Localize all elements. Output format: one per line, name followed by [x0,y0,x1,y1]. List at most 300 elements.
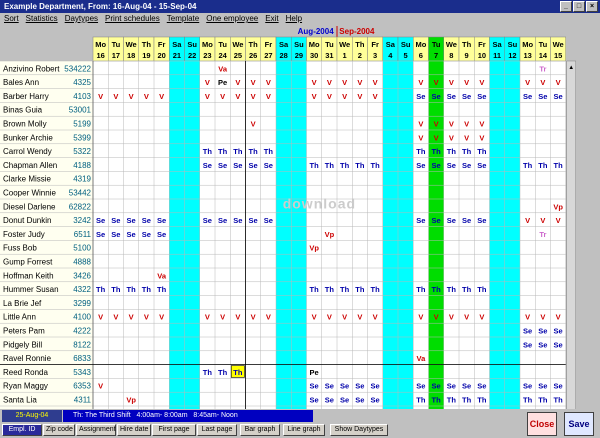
shift-code: Va [218,64,228,74]
menu-template[interactable]: Template [166,14,200,23]
day-column-shade [490,61,505,409]
day-header-dow: We [552,40,564,49]
shift-code: V [540,312,546,322]
day-header-dow: Su [187,40,197,49]
close-window-icon[interactable]: × [586,1,598,12]
day-column-shade [505,61,520,409]
shift-code: Se [553,381,563,391]
day-header-dow: Mo [522,40,534,49]
day-header-num: 30 [309,51,319,60]
shift-code: Th [218,147,228,157]
employee-name: Pidgely Bill [3,340,43,350]
employee-name: Cooper Winnie [3,188,56,198]
day-header-dow: We [339,40,351,49]
day-header-dow: Su [507,40,518,49]
menu-help[interactable]: Help [285,14,303,23]
day-header-dow: Fr [478,40,486,49]
shift-code: Va [416,354,426,364]
day-header-num: 29 [294,51,304,60]
shift-code: V [265,91,271,101]
sort-empl-id-button[interactable]: Empl. ID [2,424,42,436]
shift-code: Th [431,395,441,405]
shift-code: Se [355,395,365,405]
shift-code: Vp [324,229,335,239]
shift-code: Th [431,285,441,295]
sort-assignment-button[interactable]: Assignment [76,424,116,436]
shift-code: Vp [553,202,563,212]
shift-code: Th [553,160,563,170]
close-button[interactable]: Close [527,412,557,436]
employee-name: Ravel Ronnie [3,354,52,364]
day-column-shade [276,61,291,409]
shift-code: Tr [539,229,547,239]
shift-code: Th [477,147,487,157]
shift-code: Th [340,285,350,295]
shift-code: V [204,78,210,88]
shift-code: V [311,78,317,88]
shift-code: Se [233,160,243,170]
shift-code: Tr [539,64,547,74]
shift-code: Se [538,326,548,336]
shift-code: Se [416,381,426,391]
shift-code: Se [538,91,548,101]
day-header-num: 14 [538,51,548,60]
shift-code: V [159,91,165,101]
shift-code: Se [523,340,533,350]
shift-code: Th [538,395,548,405]
shift-code: Th [233,147,243,157]
day-header-num: 10 [477,51,487,60]
day-header-dow: Mo [415,40,427,49]
day-header-dow: Tu [325,40,334,49]
employee-name: Barber Harry [3,91,49,101]
employee-id: 5322 [73,147,91,157]
day-header-num: 27 [264,51,273,60]
day-column-shade [383,61,398,409]
shift-code: Se [477,91,487,101]
employee-id: 4325 [73,78,91,88]
employee-name: Anzivino Robert [3,64,60,74]
day-header-dow: Fr [264,40,273,49]
employee-name: Peters Pam [3,326,45,336]
shift-code: Va [157,271,167,281]
day-header-num: 19 [142,51,151,60]
day-column-shade [429,61,444,409]
shift-code: V [204,312,210,322]
shift-code: Se [218,160,228,170]
employee-id: 62822 [68,202,91,212]
day-header-num: 8 [449,51,454,60]
employee-id: 4319 [73,174,91,184]
employee-name: Ryan Maggy [3,381,48,391]
watermark-logo: download [282,195,357,212]
menu-print-schedules[interactable]: Print schedules [105,14,160,23]
shift-code: V [525,78,531,88]
day-header-num: 26 [248,51,258,60]
employee-name: Diesel Darlene [3,202,56,212]
shift-code: V [98,381,104,391]
shift-code: Th [233,367,243,377]
shift-code: Vp [309,243,319,253]
shift-code: Se [523,326,533,336]
day-header-dow: Tu [538,40,548,49]
shift-code: V [433,119,439,129]
employee-id: 4311 [73,395,91,405]
day-header-dow: Su [294,40,304,49]
shift-code: Th [340,160,350,170]
shift-code: Th [416,147,426,157]
shift-code: Th [446,147,456,157]
shift-code: V [220,312,226,322]
shift-code: Th [111,285,121,295]
menu-one-employee[interactable]: One employee [206,14,259,23]
employee-id: 4222 [73,326,91,336]
shift-code: Th [324,160,334,170]
shift-code: V [418,119,424,129]
menu-daytypes[interactable]: Daytypes [64,14,99,23]
shift-code: Se [324,395,334,405]
employee-name: Clarke Missie [3,174,52,184]
employee-name: Donut Dunkin [3,216,52,226]
day-header-num: 1 [342,51,347,60]
shift-code: Se [126,229,136,239]
shift-code: Th [248,147,258,157]
employee-name: Gump Forrest [3,257,53,267]
day-header-dow: Th [462,40,472,49]
shift-code: Se [477,216,487,226]
day-column-shade [169,61,184,409]
window-title: Example Department, From: 16-Aug-04 - 15-Sep-04 [4,2,197,11]
menu-exit[interactable]: Exit [265,14,279,23]
day-header-dow: Tu [111,40,121,49]
employee-name: Binas Guia [3,105,43,115]
shift-code: Th [202,367,212,377]
shift-code: V [357,78,363,88]
status-date: 25-Aug-04 [2,410,62,422]
schedule-grid [0,25,600,409]
status-shift-info: Th: The Third Shift 4:00am- 8:00am 8:45am- Noon [63,410,313,422]
shift-code: Se [309,395,319,405]
day-header-dow: Fr [157,40,166,49]
day-header-num: 2 [357,51,362,60]
shift-code: Se [431,381,441,391]
shift-code: Se [157,216,167,226]
minimize-icon[interactable]: _ [560,1,572,12]
employee-name: Chapman Allen [3,160,58,170]
shift-code: V [143,312,149,322]
shift-code: Th [126,285,136,295]
shift-code: Se [523,91,533,101]
shift-code: Th [263,147,273,157]
line-graph-button[interactable]: Line graph [283,424,325,436]
day-header-num: 22 [187,51,197,60]
shift-code: Se [462,216,472,226]
shift-code: Th [355,160,365,170]
day-header-num: 24 [218,51,227,60]
day-header-dow: Th [141,40,151,49]
shift-code: Th [446,285,456,295]
shift-code: V [479,119,485,129]
shift-code: V [250,312,256,322]
shift-code: Th [370,160,380,170]
day-header-dow: Sa [172,40,182,49]
bar-graph-button[interactable]: Bar graph [240,424,280,436]
shift-code: V [555,78,561,88]
shift-code: Th [141,285,151,295]
shift-code: Se [233,216,243,226]
shift-code: Se [538,381,548,391]
shift-code: Se [141,229,151,239]
shift-code: V [555,216,561,226]
shift-code: V [372,78,378,88]
day-header-num: 6 [418,51,423,60]
day-header-dow: Mo [201,40,213,49]
employee-id: 6353 [73,381,91,391]
shift-code: V [372,312,378,322]
employee-name: Hoffman Keith [3,271,54,281]
shift-code: V [113,91,119,101]
employee-id: 53442 [68,188,91,198]
shift-code: Se [416,91,426,101]
shift-code: Se [462,160,472,170]
save-button[interactable]: Save [564,412,594,436]
employee-id: 5399 [73,133,91,143]
day-header-num: 16 [96,51,105,60]
shift-code: Th [462,395,472,405]
employee-id: 4888 [73,257,91,267]
shift-code: V [448,133,454,143]
shift-code: Pe [218,78,228,88]
employee-name: Carrol Wendy [3,147,52,157]
shift-code: V [418,312,424,322]
shift-code: V [464,133,470,143]
shift-code: Th [309,160,319,170]
shift-code: Se [431,160,441,170]
shift-code: Th [523,160,533,170]
shift-code: V [448,78,454,88]
menu-bar [0,13,600,25]
day-header-dow: We [445,40,457,49]
shift-code: V [433,78,439,88]
shift-code: Se [309,381,319,391]
shift-code: Se [477,160,487,170]
shift-code: V [418,78,424,88]
shift-code: Th [538,160,548,170]
show-daytypes-button[interactable]: Show Daytypes [330,424,388,436]
day-header-dow: Th [248,40,258,49]
day-header-num: 13 [523,51,532,60]
day-header-num: 17 [111,51,121,60]
shift-code: Vp [126,395,136,405]
sort-hire-date-button[interactable]: Hire date [117,424,151,436]
day-header-num: 4 [388,51,393,60]
shift-code: Se [340,395,350,405]
shift-code: Se [96,229,106,239]
shift-code: V [98,91,104,101]
shift-code: Se [538,340,548,350]
shift-code: V [357,91,363,101]
shift-code: V [342,312,348,322]
shift-code: V [98,312,104,322]
shift-code: Se [370,381,380,391]
shift-code: Th [96,285,106,295]
shift-code: V [357,312,363,322]
employee-id: 4188 [73,160,91,170]
first-page-button[interactable]: First page [152,424,196,436]
employee-name: Fuss Bob [3,243,37,253]
day-header-num: 9 [464,51,469,60]
shift-code: Se [553,91,563,101]
shift-code: Se [248,216,258,226]
shift-code: Se [416,160,426,170]
shift-code: V [143,91,149,101]
month-label-aug: Aug-2004 [297,27,334,36]
employee-id: 6511 [73,229,91,239]
day-header-num: 7 [434,51,439,60]
shift-code: Se [462,91,472,101]
day-header-num: 3 [373,51,378,60]
shift-code: Se [446,381,456,391]
employee-id: 4103 [73,91,91,101]
shift-code: Se [202,160,212,170]
shift-code: Se [446,216,456,226]
day-header-num: 5 [403,51,408,60]
window-controls [560,1,598,12]
vertical-scrollbar[interactable] [567,61,576,409]
shift-code: Se [141,216,151,226]
shift-code: V [479,312,485,322]
shift-code: Th [553,395,563,405]
day-header-dow: Mo [308,40,320,49]
day-header-dow: Th [355,40,365,49]
shift-code: V [235,312,241,322]
last-page-button[interactable]: Last page [197,424,237,436]
shift-code: V [235,91,241,101]
month-label-sep: Sep-2004 [339,27,375,36]
employee-name: Santa Lia [3,395,37,405]
employee-name: Reed Ronda [3,367,48,377]
shift-code: Th [324,285,334,295]
employee-name: Foster Judy [3,229,45,239]
shift-code: V [326,91,332,101]
scroll-up-icon: ▲ [568,65,575,71]
shift-code: V [250,91,256,101]
shift-code: V [326,312,332,322]
employee-name: La Brie Jef [3,298,42,308]
shift-code: Th [309,285,319,295]
shift-code: Th [218,367,228,377]
shift-code: Th [157,285,167,295]
employee-name: Hummer Susan [3,285,59,295]
shift-code: Se [157,229,167,239]
day-header-dow: Tu [218,40,227,49]
shift-code: V [235,78,241,88]
shift-code: V [220,91,226,101]
shift-code: V [464,78,470,88]
title-bar [0,0,600,13]
shift-code: Th [370,285,380,295]
day-header-dow: Su [400,40,411,49]
day-header-dow: Mo [95,40,107,49]
day-header-num: 31 [325,51,334,60]
shift-code: V [159,312,165,322]
shift-code: Se [111,229,121,239]
maximize-icon[interactable]: □ [573,1,585,12]
employee-name: Little Ann [3,312,36,322]
shift-code: Se [553,340,563,350]
shift-code: Se [126,216,136,226]
shift-code: Th [202,147,212,157]
shift-code: V [540,216,546,226]
shift-code: V [250,119,256,129]
shift-code: V [555,312,561,322]
day-header-num: 23 [203,51,212,60]
shift-code: V [525,216,531,226]
shift-code: Se [111,216,121,226]
shift-code: Se [263,160,273,170]
status-bar [0,409,600,438]
shift-code: Th [416,285,426,295]
shift-code: V [265,78,271,88]
shift-code: V [525,312,531,322]
shift-code: V [448,312,454,322]
day-header-num: 11 [493,51,502,60]
employee-name: Brown Molly [3,119,47,129]
day-header-dow: Sa [492,40,502,49]
employee-id: 5343 [73,367,91,377]
shift-code: Se [446,160,456,170]
shift-code: V [433,133,439,143]
day-header-num: 18 [126,51,136,60]
shift-code: Se [431,91,441,101]
employee-id: 3299 [73,298,91,308]
day-column-shade [185,61,200,409]
shift-code: V [311,91,317,101]
shift-code: Th [477,285,487,295]
day-header-dow: Fr [371,40,379,49]
shift-code: V [418,133,424,143]
shift-code: Se [248,160,258,170]
day-header-dow: Sa [279,40,289,49]
shift-code: Th [446,395,456,405]
shift-code: V [479,78,485,88]
day-header-num: 28 [279,51,288,60]
menu-sort[interactable]: Sort [4,14,19,23]
shift-code: V [479,133,485,143]
shift-code: V [113,312,119,322]
employee-id: 53001 [68,105,91,115]
shift-code: Se [370,395,380,405]
shift-code: V [433,312,439,322]
sort-zip-code-button[interactable]: Zip code [43,424,75,436]
day-column-shade [398,61,413,409]
day-header-dow: We [232,40,244,49]
shift-code: V [128,91,134,101]
employee-id: 534222 [64,64,91,74]
shift-code: V [265,312,271,322]
shift-code: Se [462,381,472,391]
day-header-num: 25 [233,51,243,60]
employee-name: Bunker Archie [3,133,53,143]
shift-code: V [540,78,546,88]
shift-code: Th [355,285,365,295]
menu-statistics[interactable]: Statistics [25,14,58,23]
shift-code: Se [218,216,228,226]
employee-id: 6833 [73,354,91,364]
shift-code: V [250,78,256,88]
employee-id: 5199 [73,119,91,129]
shift-code: V [311,312,317,322]
